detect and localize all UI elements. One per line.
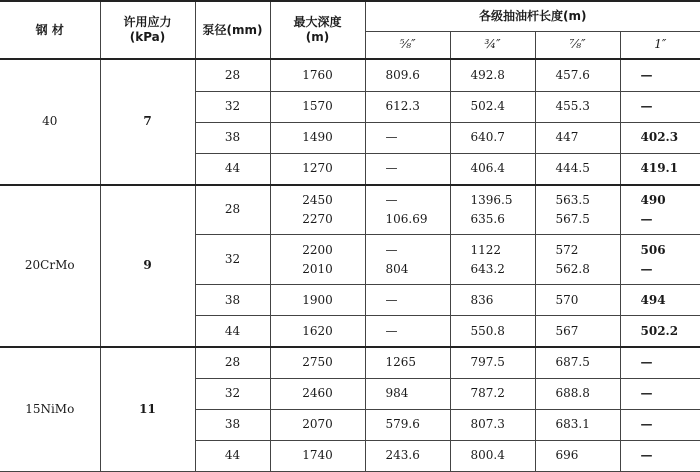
cell-value: 506	[640, 242, 666, 257]
steel-cell: 15NiMo	[0, 347, 100, 471]
cell-value: 2270	[302, 211, 333, 226]
cell-value: 1570	[302, 99, 333, 114]
depth-cell	[270, 91, 365, 122]
stress-cell: 7	[100, 59, 195, 184]
cell-value: 1620	[302, 323, 333, 338]
rod-3-4-cell	[450, 285, 535, 316]
depth-cell	[270, 378, 365, 409]
cell-value: —	[385, 161, 398, 176]
depth-cell	[270, 153, 365, 184]
cell-value: 1760	[302, 67, 333, 82]
rod-7-8-cell	[535, 347, 620, 378]
rod-1-cell	[620, 440, 700, 471]
rod-7-8-cell	[535, 185, 620, 235]
table-row	[0, 347, 700, 378]
rod-1-cell	[620, 409, 700, 440]
cell-value: —	[640, 417, 653, 432]
pump-cell: 32	[195, 91, 270, 122]
rod-5-8-cell	[365, 440, 450, 471]
cell-value: 572	[555, 242, 579, 257]
rod-7-8-cell	[535, 91, 620, 122]
cell-value: 643.2	[470, 261, 505, 276]
rod-3-4-cell	[450, 91, 535, 122]
rod-1-cell	[620, 235, 700, 285]
rod-5-8-cell	[365, 235, 450, 285]
cell-value: 2460	[302, 386, 333, 401]
steel-cell: 20CrMo	[0, 185, 100, 348]
cell-value: —	[640, 99, 653, 114]
rod-5-8-cell	[365, 316, 450, 347]
rod-5-8-cell	[365, 59, 450, 91]
rod-3-4-cell	[450, 440, 535, 471]
steel-cell: 40	[0, 59, 100, 184]
cell-value: —	[385, 242, 398, 257]
cell-value: —	[385, 192, 398, 207]
cell-value: 2010	[302, 261, 333, 276]
rod-5-8-cell	[365, 153, 450, 184]
cell-value: 106.69	[385, 211, 428, 226]
pump-cell: 38	[195, 122, 270, 153]
rod-5-8-cell	[365, 185, 450, 235]
rod-3-4-cell	[450, 347, 535, 378]
header-stress	[100, 1, 195, 59]
cell-value: 683.1	[555, 417, 590, 432]
cell-value: 800.4	[470, 448, 505, 463]
rod-5-8-cell	[365, 91, 450, 122]
stress-cell: 11	[100, 347, 195, 471]
cell-value: 567	[555, 323, 579, 338]
rod-1-cell	[620, 91, 700, 122]
cell-value: 2750	[302, 355, 333, 370]
rod-1-cell	[620, 316, 700, 347]
cell-value: 688.8	[555, 386, 590, 401]
cell-value: 1265	[385, 355, 417, 370]
cell-value: 567.5	[555, 211, 590, 226]
rod-1-cell	[620, 378, 700, 409]
header-stress-unit: (kPa)	[129, 30, 166, 45]
rod-1-cell	[620, 185, 700, 235]
cell-value: 2070	[302, 417, 333, 432]
cell-value: 502.4	[470, 99, 505, 114]
rod-1-cell	[620, 347, 700, 378]
cell-value: 444.5	[555, 161, 590, 176]
cell-value: 447	[555, 130, 579, 145]
cell-value: 2450	[302, 192, 333, 207]
header-depth-unit: (m)	[305, 30, 330, 45]
cell-value: 502.2	[640, 323, 679, 338]
cell-value: —	[640, 448, 653, 463]
cell-value: 807.3	[470, 417, 505, 432]
rod-5-8-cell	[365, 122, 450, 153]
rod-5-8-cell	[365, 378, 450, 409]
cell-value: 612.3	[385, 99, 420, 114]
cell-value: 787.2	[470, 386, 505, 401]
rod-1-cell	[620, 153, 700, 184]
cell-value: 457.6	[555, 67, 590, 82]
cell-value: —	[385, 292, 398, 307]
header-size-3-4: ¾″	[450, 31, 535, 59]
pump-cell: 28	[195, 347, 270, 378]
cell-value: 579.6	[385, 417, 420, 432]
rod-1-cell	[620, 122, 700, 153]
header-depth	[270, 1, 365, 59]
rod-7-8-cell	[535, 122, 620, 153]
rod-3-4-cell	[450, 185, 535, 235]
cell-value: 640.7	[470, 130, 505, 145]
pump-cell: 38	[195, 285, 270, 316]
cell-value: 984	[385, 386, 409, 401]
cell-value: —	[640, 355, 653, 370]
cell-value: 1396.5	[470, 192, 513, 207]
cell-value: —	[385, 130, 398, 145]
cell-value: 455.3	[555, 99, 590, 114]
pump-cell: 32	[195, 235, 270, 285]
rod-5-8-cell	[365, 409, 450, 440]
rod-3-4-cell	[450, 316, 535, 347]
cell-value: —	[640, 67, 653, 82]
rod-5-8-cell	[365, 285, 450, 316]
cell-value: 550.8	[470, 323, 505, 338]
cell-value: 809.6	[385, 67, 420, 82]
pump-cell: 32	[195, 378, 270, 409]
rod-7-8-cell	[535, 153, 620, 184]
cell-value: 243.6	[385, 448, 420, 463]
cell-value: —	[640, 211, 653, 226]
cell-value: —	[385, 323, 398, 338]
table-row	[0, 185, 700, 235]
header-size-7-8: ⅞″	[535, 31, 620, 59]
depth-cell	[270, 122, 365, 153]
cell-value: 696	[555, 448, 579, 463]
depth-cell	[270, 185, 365, 235]
cell-value: —	[640, 386, 653, 401]
depth-cell	[270, 59, 365, 91]
cell-value: 402.3	[640, 130, 679, 145]
depth-cell	[270, 440, 365, 471]
header-size-5-8: ⅝″	[365, 31, 450, 59]
header-stress-label: 许用应力	[123, 15, 172, 30]
depth-cell	[270, 285, 365, 316]
cell-value: 562.8	[555, 261, 590, 276]
cell-value: 419.1	[640, 161, 679, 176]
rod-3-4-cell	[450, 378, 535, 409]
depth-cell	[270, 235, 365, 285]
pump-cell: 38	[195, 409, 270, 440]
header-steel: 钢 材	[0, 1, 100, 59]
cell-value: 490	[640, 192, 666, 207]
stress-cell: 9	[100, 185, 195, 348]
rod-7-8-cell	[535, 440, 620, 471]
cell-value: 1900	[302, 292, 333, 307]
rod-3-4-cell	[450, 153, 535, 184]
depth-cell	[270, 316, 365, 347]
header-size-1: 1″	[620, 31, 700, 59]
cell-value: 570	[555, 292, 579, 307]
pump-cell: 44	[195, 440, 270, 471]
rod-7-8-cell	[535, 59, 620, 91]
cell-value: 687.5	[555, 355, 590, 370]
cell-value: 1740	[302, 448, 333, 463]
cell-value: 1122	[470, 242, 502, 257]
header-pump: 泵径(mm)	[195, 1, 270, 59]
rod-7-8-cell	[535, 285, 620, 316]
cell-value: 492.8	[470, 67, 505, 82]
cell-value: 406.4	[470, 161, 505, 176]
depth-cell	[270, 409, 365, 440]
rod-3-4-cell	[450, 235, 535, 285]
pump-cell: 44	[195, 316, 270, 347]
header-depth-label: 最大深度	[293, 15, 342, 30]
rod-5-8-cell	[365, 347, 450, 378]
table-row	[0, 59, 700, 91]
cell-value: 1490	[302, 130, 333, 145]
pump-cell: 44	[195, 153, 270, 184]
depth-cell	[270, 347, 365, 378]
rod-7-8-cell	[535, 316, 620, 347]
cell-value: 1270	[302, 161, 333, 176]
rod-3-4-cell	[450, 59, 535, 91]
rod-7-8-cell	[535, 409, 620, 440]
rod-3-4-cell	[450, 122, 535, 153]
cell-value: 797.5	[470, 355, 505, 370]
rod-1-cell	[620, 285, 700, 316]
cell-value: 494	[640, 292, 666, 307]
header-rod-lengths: 各级抽油杆长度(m)	[365, 1, 700, 31]
cell-value: 836	[470, 292, 494, 307]
rod-7-8-cell	[535, 235, 620, 285]
cell-value: 804	[385, 261, 409, 276]
rod-1-cell	[620, 59, 700, 91]
cell-value: —	[640, 261, 653, 276]
cell-value: 635.6	[470, 211, 505, 226]
cell-value: 563.5	[555, 192, 590, 207]
cell-value: 2200	[302, 242, 333, 257]
pump-cell: 28	[195, 185, 270, 235]
pump-cell: 28	[195, 59, 270, 91]
rod-7-8-cell	[535, 378, 620, 409]
rod-3-4-cell	[450, 409, 535, 440]
